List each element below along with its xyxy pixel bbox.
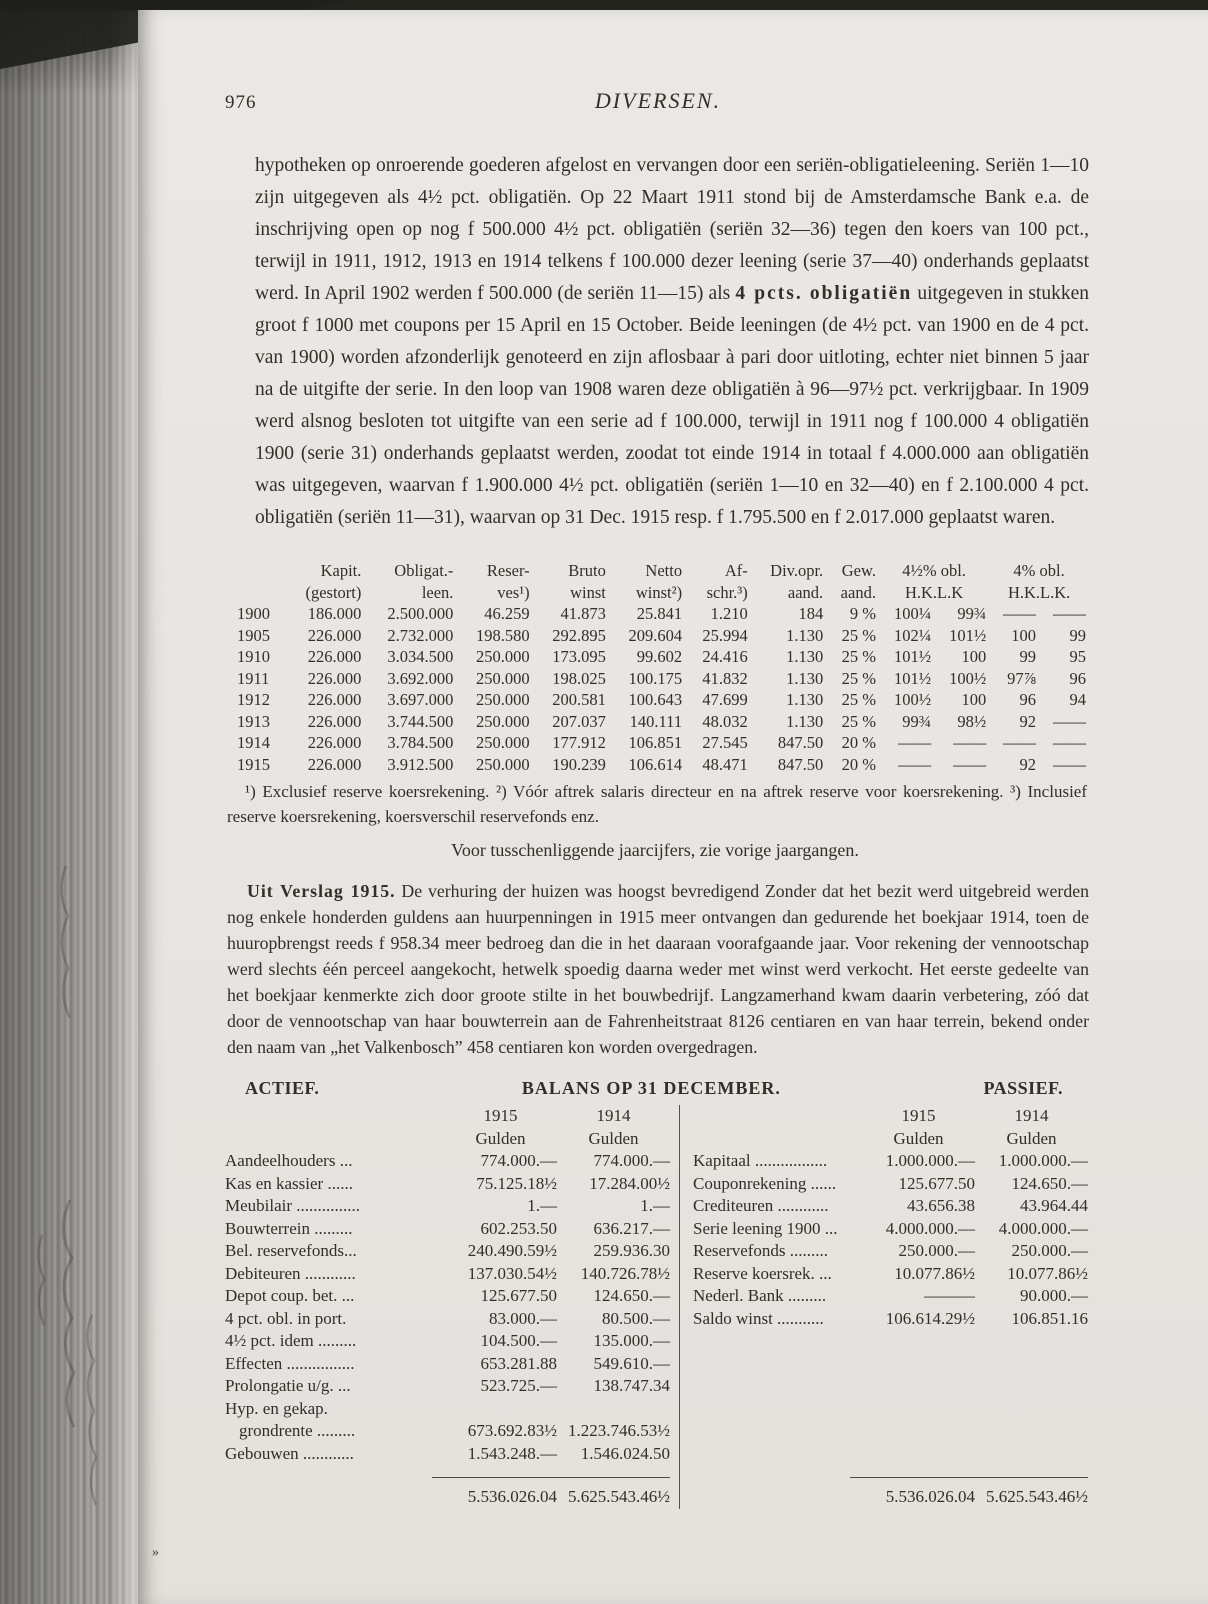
- list-item: [225, 1443, 670, 1466]
- hist-cell: 177.912: [552, 733, 606, 752]
- hist-cell: 3.784.500: [387, 733, 454, 752]
- value-1915: 1.000.000.—: [885, 1151, 975, 1170]
- value-1915: 125.677.50: [480, 1286, 557, 1305]
- edge-scribbles: [26, 860, 96, 1080]
- actief-row-label: Gebouwen ............: [225, 1443, 354, 1463]
- value-1915: 104.500.—: [480, 1331, 557, 1350]
- value-1915: 137.030.54½: [467, 1263, 557, 1283]
- hist-col-kapit-sub: (gestort): [305, 582, 362, 602]
- value-1915: 43.656.38: [907, 1196, 975, 1215]
- list-item: [225, 1150, 670, 1173]
- value-1914: 636.217.—: [593, 1218, 670, 1238]
- list-item: [693, 1195, 1088, 1218]
- hist-cell: 250.000: [476, 690, 530, 709]
- value-1914: 1.546.024.50: [580, 1443, 670, 1463]
- actief-row-label: Bel. reservefonds...: [225, 1241, 357, 1260]
- table-row: [229, 668, 1089, 690]
- passief-row-label: Reserve koersrek. ...: [693, 1263, 832, 1283]
- actief-row-label: Aandeelhouders ...: [225, 1151, 353, 1170]
- hist-cell: 1.130: [786, 690, 824, 709]
- passief-total-1914: 5.625.543.46½: [986, 1487, 1088, 1506]
- hist-col-reserves: Reser-: [486, 561, 530, 580]
- value-1915: 10.077.86½: [894, 1263, 975, 1283]
- hist-cell: 95: [1069, 647, 1086, 666]
- value-1915: 4.000.000.—: [885, 1218, 975, 1238]
- hist-cell: ——: [898, 754, 932, 774]
- hist-col: [229, 560, 285, 582]
- hist-cell: 20 %: [841, 733, 876, 752]
- hist-cell: 25 %: [841, 668, 876, 688]
- page-number: 976: [225, 92, 257, 113]
- hist-cell: 209.604: [628, 625, 683, 645]
- page-header: [225, 88, 1091, 122]
- hist-cell: 25 %: [841, 711, 876, 731]
- list-item: [225, 1308, 670, 1331]
- page-bottom-mark: »: [152, 1545, 159, 1560]
- value-1914: 10.077.86½: [1007, 1263, 1088, 1283]
- passief-row-label: Reservefonds .........: [693, 1241, 829, 1260]
- table-row: [229, 603, 1089, 625]
- list-item: [225, 1330, 670, 1353]
- hist-cell: 48.471: [702, 754, 748, 774]
- passief-row-label: Serie leening 1900 ...: [693, 1218, 838, 1238]
- hist-cell: 250.000: [476, 711, 530, 731]
- table-row: [229, 625, 1089, 647]
- hist-cell: 25 %: [841, 625, 876, 645]
- value-1914: 140.726.78½: [580, 1263, 670, 1283]
- list-item: [225, 1218, 670, 1241]
- list-item: [225, 1285, 670, 1308]
- hist-col-bruto-sub: winst: [570, 582, 606, 602]
- currency-label: Gulden: [893, 1128, 944, 1148]
- hist-cell: 847.50: [777, 733, 824, 752]
- spacer: [225, 1105, 444, 1128]
- hist-cell: 99¾: [957, 604, 987, 623]
- value-1914: 1.—: [640, 1196, 670, 1215]
- year-1914-label: 1914: [596, 1106, 631, 1125]
- hist-cell: 226.000: [307, 647, 362, 666]
- hist-col-bruto: Bruto: [568, 561, 606, 580]
- value-1915: 653.281.88: [480, 1353, 557, 1373]
- book-page-edges: [0, 0, 138, 1604]
- balance-sheet-title: BALANS OP 31 DECEMBER.: [521, 1078, 781, 1098]
- total-rule: [850, 1477, 1088, 1478]
- hist-cell: 3.034.500: [387, 647, 454, 666]
- value-1915: 523.725.—: [480, 1376, 557, 1395]
- hist-cell: 92: [1019, 754, 1037, 774]
- value-1914: 124.650.—: [1011, 1173, 1088, 1193]
- hist-col-divopr-sub: aand.: [787, 582, 824, 602]
- value-1914: 135.000.—: [593, 1331, 670, 1350]
- passief-label: PASSIEF.: [983, 1078, 1063, 1098]
- hist-cell: ——: [1003, 604, 1037, 623]
- table-row: [229, 711, 1089, 733]
- hist-cell: 99: [1069, 625, 1086, 645]
- value-1915: ———: [924, 1286, 975, 1305]
- hist-cell: 3.697.000: [387, 690, 454, 709]
- list-item: [693, 1263, 1088, 1286]
- currency-label: Gulden: [1006, 1128, 1057, 1148]
- hist-cell: 94: [1069, 690, 1086, 709]
- annual-report-text: De verhuring der huizen was hoogst bevredigend Zonder dat het bezit werd uitgebreid werden nog enkele honderden guldens aan huurpenningen in 1915 meer ontvangen dan gedurende het boekjaar 1914, toen de huuropbrengst reeds f 958.34 meer bedroeg dan die in het daaraan voorafgaande jaar. Voor rekening der vennootschap werd slechts één perceel aangekocht, hetwelk spoedig daarna weder met winst werd verkocht. Het eerste gedeelte van het boekjaar kenmerkte zich door groote stilte in het bouwbedrijf. Langzamerhand kwam daarin verbetering, zóó dat door de vennootschap van haar bouwterrein aan de Fahrenheitstraat 8126 centiaren en van haar terrein, bekend onder den naam van „het Valkenbosch” 458 centiaren kon worden overgedragen.: [227, 881, 1089, 1057]
- year-header-row: [225, 1105, 670, 1128]
- year-1915-label: 1915: [901, 1106, 936, 1125]
- actief-row-label: 4½ pct. idem .........: [225, 1331, 357, 1350]
- passief-row-label: Nederl. Bank .........: [693, 1286, 827, 1305]
- actief-row-label: Kas en kassier ......: [225, 1173, 353, 1193]
- hist-cell: 100: [961, 647, 987, 666]
- hist-cell: 100: [961, 690, 987, 709]
- hist-cell: 1.210: [710, 604, 748, 623]
- list-item: [225, 1240, 670, 1263]
- value-1914: 774.000.—: [593, 1151, 670, 1170]
- hist-cell-year: 1913: [237, 711, 270, 731]
- actief-label: ACTIEF.: [245, 1078, 320, 1098]
- spacer: [225, 1128, 444, 1151]
- hist-cell: 250.000: [476, 668, 530, 688]
- year-1914-label: 1914: [1014, 1106, 1049, 1125]
- passief-row-label: Saldo winst ...........: [693, 1308, 824, 1328]
- hist-cell: 184: [798, 604, 824, 623]
- list-item: [693, 1285, 1088, 1308]
- hist-cell: 41.832: [702, 668, 748, 688]
- hist-col-4obl: 4% obl.: [1013, 561, 1065, 580]
- passief-total-1915: 5.536.026.04: [885, 1487, 975, 1506]
- hist-cell: 198.025: [552, 668, 606, 688]
- hist-cell: 41.873: [560, 604, 606, 623]
- running-head: DIVERSEN.: [594, 88, 722, 113]
- hist-col-45obl: 4½% obl.: [902, 561, 966, 580]
- hist-cell: 99¾: [902, 711, 932, 731]
- value-1915: 83.000.—: [489, 1308, 557, 1328]
- actief-row-label: Prolongatie u/g. ...: [225, 1376, 351, 1395]
- hist-cell: 101½: [893, 647, 932, 666]
- hist-cell: 226.000: [307, 754, 362, 774]
- hist-cell: 207.037: [552, 711, 606, 731]
- hist-cell: ——: [1053, 733, 1086, 752]
- annual-report-heading: Uit Verslag 1915.: [247, 881, 396, 901]
- currency-label: Gulden: [475, 1128, 526, 1148]
- actief-row-label: Effecten ................: [225, 1353, 355, 1373]
- hist-cell: 226.000: [307, 668, 362, 688]
- hist-col-4obl-hklk: H.K.L.K.: [1007, 582, 1071, 602]
- hist-cell: ——: [953, 754, 987, 774]
- hist-cell: 173.095: [552, 647, 606, 666]
- passief-row-label: Crediteuren ............: [693, 1196, 829, 1215]
- intro-bold-phrase: 4 pcts. obligatiën: [735, 283, 913, 304]
- hist-col-netto: Netto: [645, 561, 683, 580]
- hist-cell-year: 1905: [237, 625, 270, 645]
- hist-cell: 250.000: [476, 733, 530, 752]
- actief-row-label: Debiteuren ............: [225, 1263, 356, 1283]
- list-item: [225, 1353, 670, 1376]
- hist-cell: 101½: [893, 668, 932, 688]
- value-1915: 774.000.—: [480, 1151, 557, 1170]
- hist-cell: 106.851: [628, 733, 683, 752]
- hist-cell: 3.744.500: [387, 711, 454, 731]
- page-content: [225, 88, 1091, 1509]
- hist-cell: 96: [1069, 668, 1086, 688]
- actief-row-label: Bouwterrein .........: [225, 1218, 353, 1238]
- currency-header-row: [225, 1128, 670, 1151]
- hist-col-netto-sub: winst²): [635, 582, 683, 602]
- actief-row-label: grondrente .........: [239, 1421, 356, 1440]
- hist-cell: 200.581: [552, 690, 606, 709]
- hist-col-reserves-sub: ves¹): [497, 582, 530, 602]
- hist-cell: 847.50: [777, 754, 824, 774]
- hist-cell: 100.175: [628, 668, 683, 688]
- hist-cell-year: 1910: [237, 647, 270, 666]
- value-1915: 250.000.—: [898, 1241, 975, 1260]
- value-1915: 1.—: [527, 1196, 557, 1215]
- hist-cell: 99: [1019, 647, 1037, 666]
- intro-paragraph: [255, 150, 1089, 534]
- value-1914: 259.936.30: [593, 1241, 670, 1260]
- hist-cell: 186.000: [307, 604, 362, 623]
- value-1914: 106.851.16: [1011, 1308, 1088, 1328]
- value-1915: 673.692.83½: [467, 1421, 557, 1440]
- hist-cell: 25.841: [636, 604, 683, 623]
- value-1914: 1.223.746.53½: [568, 1421, 670, 1440]
- hist-cell: 98½: [957, 711, 987, 731]
- edge-scribbles: [18, 1195, 108, 1575]
- hist-cell: 48.032: [702, 711, 748, 731]
- hist-cell: 198.580: [476, 625, 530, 645]
- hist-cell: 24.416: [702, 647, 748, 666]
- list-item: [225, 1420, 670, 1443]
- hist-cell: 25.994: [702, 625, 748, 645]
- value-1914: 4.000.000.—: [998, 1218, 1088, 1238]
- hist-cell: 3.692.000: [387, 668, 454, 688]
- hist-cell: 2.500.000: [387, 604, 454, 623]
- hist-cell: 100½: [893, 690, 932, 709]
- hist-cell: 46.259: [484, 604, 530, 623]
- hist-cell: 25 %: [841, 690, 876, 709]
- annual-report-paragraph: [227, 878, 1089, 1060]
- actief-row-label: Depot coup. bet. ...: [225, 1286, 355, 1305]
- table-row: [229, 732, 1089, 754]
- spacer: [693, 1330, 1088, 1465]
- value-1914: 90.000.—: [1020, 1286, 1088, 1305]
- currency-label: Gulden: [588, 1128, 639, 1148]
- hist-cell: ——: [1053, 604, 1086, 623]
- hist-cell-year: 1915: [237, 754, 270, 774]
- yearly-figures-table: [229, 560, 1089, 775]
- hist-cell: ——: [1053, 754, 1086, 774]
- hist-col-afschr: Af-: [724, 561, 748, 580]
- list-item: [225, 1195, 670, 1218]
- intro-text-2: uitgegeven in stukken groot f 1000 met coupons per 15 April en 15 October. Beide leeningen (de 4½ pct. van 1900 en de 4 pct. van 1900) worden afzonderlijk genoteerd en zijn aflosbaar à pari door uitloting, echter niet binnen 5 jaar na de uitgifte der serie. In den loop van 1908 waren deze obligatiën à 96—97½ pct. verkrijgbaar. In 1909 werd alsnog besloten tot uitgifte van een serie ad f 100.000, terwijl in 1911 nog f 100.000 4 obligatiën 1900 (serie 31) onderhands geplaatst werden, zoodat tot einde 1914 in totaal f 4.000.000 aan obligatiën was uitgegeven, waarvan f 1.900.000 4½ pct. obligatiën (seriën 1—10 en 32—40) en f 2.100.000 4 pct. obligatiën (seriën 11—31), waarvan op 31 Dec. 1915 resp. f 1.795.500 en f 2.017.000 geplaatst waren.: [255, 283, 1089, 528]
- table-row: [229, 646, 1089, 668]
- actief-row-label: Hyp. en gekap.: [225, 1398, 328, 1418]
- value-1915: 75.125.18½: [476, 1173, 557, 1193]
- spacer: [693, 1105, 862, 1128]
- see-previous-years-note: Voor tusschenliggende jaarcijfers, zie vorige jaargangen.: [451, 840, 859, 860]
- table-row: [229, 689, 1089, 711]
- hist-cell: 190.239: [552, 754, 606, 774]
- hist-cell-year: 1911: [237, 668, 270, 688]
- currency-header-row: [693, 1128, 1088, 1151]
- hist-col-gew: Gew.: [841, 561, 876, 580]
- list-item: [693, 1150, 1088, 1173]
- total-rule: [432, 1477, 670, 1478]
- hist-cell: 27.545: [702, 733, 748, 752]
- value-1914: 250.000.—: [1011, 1241, 1088, 1260]
- value-1914: 138.747.34: [593, 1376, 670, 1395]
- hist-cell: ——: [1053, 711, 1086, 731]
- hist-cell: 20 %: [841, 754, 876, 774]
- spacer: [693, 1128, 862, 1151]
- hist-cell: 1.130: [786, 647, 824, 666]
- year-header-row: [693, 1105, 1088, 1128]
- intro-text-1: hypotheken op onroerende goederen afgelost en vervangen door een seriën-obligatieleening. Seriën 1—10 zijn uitgegeven als 4½ pct. obligatiën. Op 22 Maart 1911 stond bij de Amsterdamsche Bank e.a. de inschrijving open op nog f 500.000 4½ pct. obligatiën (seriën 32—36) tegen den koers van 100 pct., terwijl in 1911, 1912, 1913 en 1914 telkens f 100.000 dezer leening (serie 37—40) onderhands geplaatst werd. In April 1902 werden f 500.000 (de seriën 11—15) als: [255, 155, 1089, 304]
- hist-col: [229, 582, 285, 604]
- value-1914: 80.500.—: [602, 1308, 670, 1328]
- hist-cell: 226.000: [307, 625, 362, 645]
- list-item: [225, 1398, 670, 1421]
- hist-cell: 100: [1011, 625, 1037, 645]
- hist-cell: 3.912.500: [387, 754, 454, 774]
- table-row: [229, 754, 1089, 776]
- value-1914: 1.000.000.—: [998, 1151, 1088, 1170]
- passief-column: [680, 1105, 1088, 1509]
- hist-cell: ——: [953, 733, 987, 752]
- value-1914: [557, 1398, 670, 1421]
- spacer: [693, 1486, 862, 1509]
- hist-cell: 250.000: [476, 754, 530, 774]
- list-item: [693, 1308, 1088, 1331]
- hist-cell: 99.602: [636, 647, 683, 666]
- actief-row-label: 4 pct. obl. in port.: [225, 1308, 347, 1328]
- hist-col-45obl-hklk: H.K.L.K: [904, 582, 964, 602]
- passief-row-label: Couponrekening ......: [693, 1173, 837, 1193]
- hist-cell: 25 %: [841, 647, 876, 666]
- hist-cell: 226.000: [307, 690, 362, 709]
- hist-cell: 226.000: [307, 711, 362, 731]
- hist-cell: 101½: [949, 625, 987, 645]
- value-1915: 602.253.50: [480, 1218, 557, 1238]
- year-1915-label: 1915: [483, 1106, 518, 1125]
- hist-cell: 1.130: [786, 625, 824, 645]
- hist-cell: 1.130: [786, 668, 824, 688]
- hist-cell: 9 %: [849, 604, 876, 623]
- hist-cell: 92: [1019, 711, 1037, 731]
- hist-cell: 250.000: [476, 647, 530, 666]
- hist-cell: 100.643: [628, 690, 683, 709]
- passief-total-row: [693, 1486, 1088, 1509]
- hist-cell: ——: [1003, 733, 1037, 752]
- balance-sheet: [225, 1078, 1089, 1509]
- hist-cell: 2.732.000: [387, 625, 454, 645]
- hist-col-oblig: Obligat.-: [394, 561, 454, 580]
- hist-cell-year: 1900: [237, 604, 270, 623]
- spacer: [225, 1486, 444, 1509]
- hist-cell-year: 1914: [237, 733, 270, 752]
- value-1915: 1.543.248.—: [467, 1443, 557, 1463]
- value-1914: 43.964.44: [1020, 1196, 1088, 1215]
- hist-col-gew-sub: aand.: [840, 582, 876, 602]
- hist-cell: 226.000: [307, 733, 362, 752]
- list-item: [693, 1240, 1088, 1263]
- hist-cell: 100½: [949, 668, 987, 688]
- hist-cell: 292.895: [552, 625, 606, 645]
- actief-column: [225, 1105, 680, 1509]
- hist-cell: 100¼: [893, 604, 932, 623]
- value-1915: 125.677.50: [898, 1173, 975, 1193]
- hist-col-kapit: Kapit.: [320, 561, 362, 580]
- value-1915: 240.490.59½: [467, 1241, 557, 1260]
- balance-sheet-header: [225, 1078, 1089, 1099]
- list-item: [225, 1375, 670, 1398]
- hist-cell: 140.111: [629, 711, 683, 731]
- value-1915: 106.614.29½: [885, 1308, 975, 1328]
- hist-cell: 106.614: [628, 754, 683, 774]
- hist-cell: ——: [898, 733, 932, 752]
- footnotes: ¹) Exclusief reserve koersrekening. ²) Vóór aftrek salaris directeur en na aftrek reserve voor koersrekening. ³) Inclusief reserve koersrekening, koersverschil reservefonds enz.: [227, 782, 1087, 826]
- page: [138, 10, 1208, 1604]
- actief-row-label: Meubilair ...............: [225, 1196, 361, 1215]
- value-1914: 549.610.—: [593, 1353, 670, 1373]
- actief-total-1914: 5.625.543.46½: [568, 1487, 670, 1506]
- hist-col-divopr: Div.opr.: [770, 561, 824, 580]
- hist-cell: 97⅞: [1007, 668, 1037, 688]
- value-1914: 124.650.—: [593, 1286, 670, 1305]
- list-item: [225, 1263, 670, 1286]
- list-item: [693, 1173, 1088, 1196]
- value-1915: [444, 1398, 557, 1421]
- balance-sheet-body: [225, 1105, 1089, 1509]
- hist-cell: 102¼: [893, 625, 932, 645]
- actief-total-row: [225, 1486, 670, 1509]
- list-item: [225, 1173, 670, 1196]
- hist-cell: 47.699: [702, 690, 748, 709]
- actief-total-1915: 5.536.026.04: [467, 1487, 557, 1506]
- yearly-figures-header: [229, 560, 1089, 603]
- hist-cell: 96: [1019, 690, 1037, 709]
- hist-cell: 1.130: [786, 711, 824, 731]
- list-item: [693, 1218, 1088, 1241]
- hist-col-afschr-sub: schr.³): [706, 582, 748, 602]
- hist-col-oblig-sub: leen.: [421, 582, 454, 602]
- value-1914: 17.284.00½: [589, 1173, 670, 1193]
- passief-row-label: Kapitaal .................: [693, 1151, 828, 1170]
- hist-cell-year: 1912: [237, 690, 270, 709]
